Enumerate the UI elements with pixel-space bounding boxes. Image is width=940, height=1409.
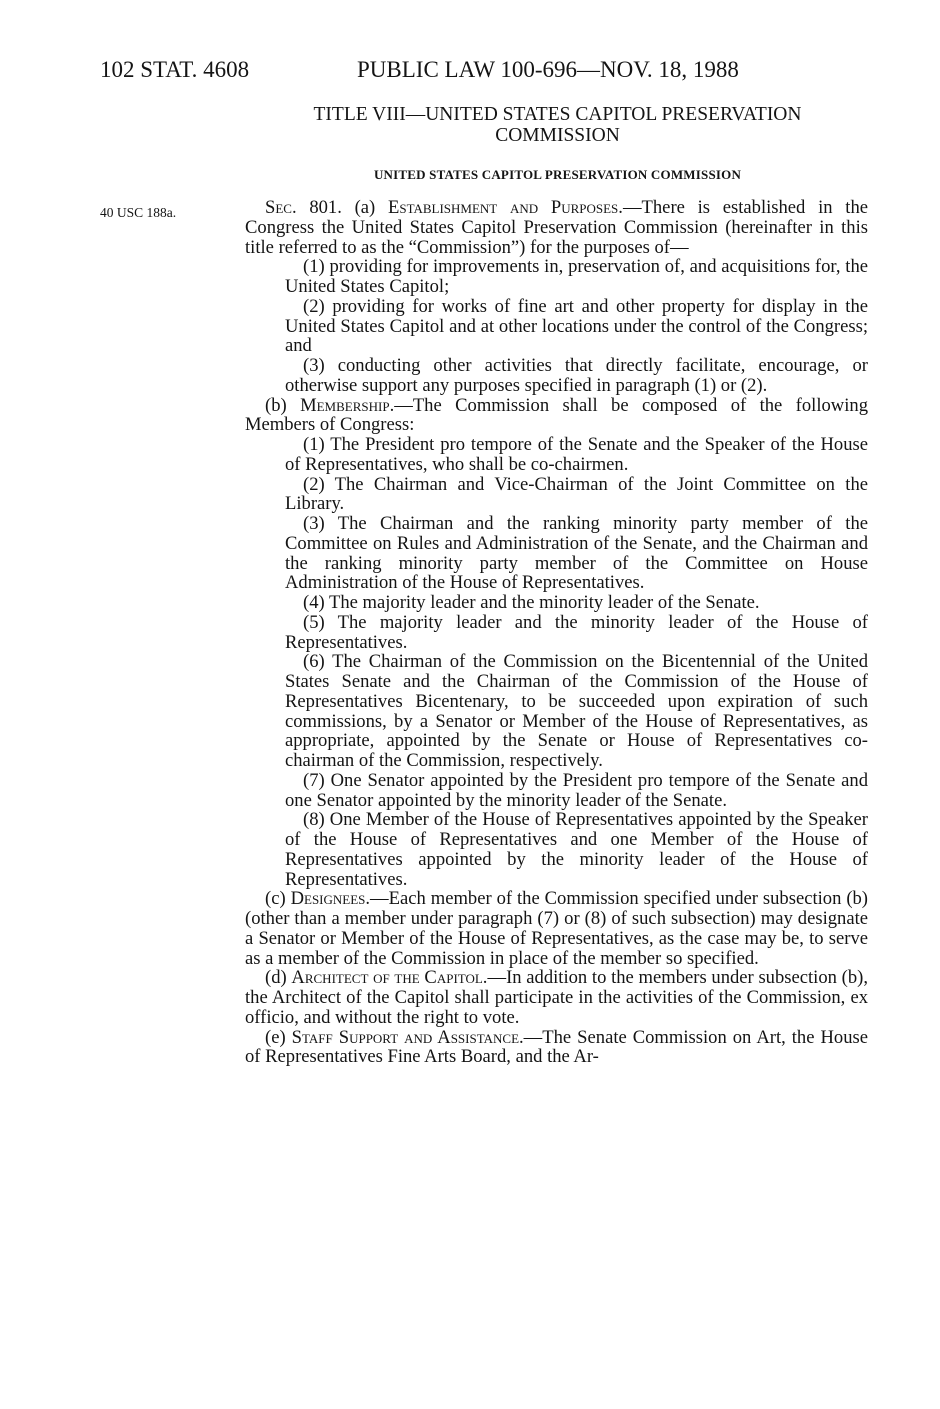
subsection-d-label: (d): [265, 967, 287, 989]
paragraph-a-1: (1) providing for improvements in, preservation of, and acquisitions for, the United States Capitol;: [285, 256, 868, 297]
subsection-c-text: —Each member of the Commission specified under subsection (b) (other than a member under paragraph (7) or (8) of such subsection) may designate a Senator or Member of the House of Representatives, as the case may be, to serve as a member of the Commission in place of the member so specified.: [245, 888, 868, 969]
paragraph-a-2: (2) providing for works of fine art and other property for display in the United States Capitol and at other locations under the control of the Congress; and: [285, 295, 868, 357]
page-stat-citation: 102 STAT. 4608: [100, 57, 250, 82]
subsection-b-heading: Membership.: [300, 394, 395, 416]
section-subheading: UNITED STATES CAPITOL PRESERVATION COMMISSION: [373, 167, 742, 182]
subsection-a-heading: Establishment and Purposes.: [387, 197, 623, 218]
subsection-b-label: (b): [265, 394, 287, 416]
paragraph-b-5: (5) The majority leader and the minority leader of the House of Representatives.: [285, 611, 868, 653]
paragraph-b-7: (7) One Senator appointed by the President pro tempore of the Senate and one Senator appointed by the minority leader of the Senate.: [285, 769, 868, 811]
document-body: [245, 198, 868, 1067]
paragraph-b-4: (4) The majority leader and the minority leader of the Senate.: [303, 592, 760, 613]
subsection-b-text: —The Commission shall be composed of the following Members of Congress:: [245, 394, 868, 436]
title-line-1: TITLE VIII—UNITED STATES CAPITOL PRESERVATION: [313, 104, 802, 125]
subsection-c: [245, 889, 868, 968]
subsection-c-heading: Designees.: [290, 888, 371, 910]
section-number: Sec. 801.: [265, 197, 342, 218]
subsection-d-heading: Architect of the Capitol.: [291, 967, 488, 989]
subsection-e-label: (e): [265, 1026, 286, 1048]
subsection-c-label: (c): [265, 888, 286, 910]
subsection-a: [245, 198, 868, 257]
subsection-e: [245, 1028, 868, 1068]
page-law-header: PUBLIC LAW 100-696—NOV. 18, 1988: [357, 57, 739, 82]
subsection-d: [245, 968, 868, 1027]
margin-note: 40 USC 188a.: [100, 205, 177, 220]
subsection-d-text: —In addition to the members under subsection (b), the Architect of the Capitol shall participate in the activities of the Commission, ex officio, and without the right to vote.: [245, 967, 868, 1028]
title-heading: [245, 104, 870, 146]
subsection-e-heading: Staff Support and Assistance.: [291, 1026, 524, 1048]
subsection-e-text: —The Senate Commission on Art, the House of Representatives Fine Arts Board, and the Ar-: [245, 1026, 868, 1068]
paragraph-a-3: (3) conducting other activities that directly facilitate, encourage, or otherwise support any purposes specified in paragraph (1) or (2).: [285, 355, 868, 396]
paragraph-b-6: (6) The Chairman of the Commission on the Bicentennial of the United States Senate and the Chairman of the Commission of the House of Representatives Bicentenary, to be succeeded upon expiration of such commissions, by a Senator or Member of the House of Representatives, as appropriate, appointed by the Senate or House of Representatives co-chairman of the Commission, respectively.: [285, 651, 868, 771]
paragraph-b-2: (2) The Chairman and Vice-Chairman of the Joint Committee on the Library.: [285, 473, 868, 515]
paragraph-b-8: (8) One Member of the House of Representatives appointed by the Speaker of the House of Representatives and one Member of the House of Representatives appointed by the minority leader of the House of Representatives.: [285, 809, 868, 890]
paragraph-b-3: (3) The Chairman and the ranking minority party member of the Committee on Rules and Administration of the Senate, and the Chairman and the ranking minority party member of the Committee on House Administration of the House of Representatives.: [285, 513, 868, 594]
title-line-2: COMMISSION: [495, 125, 620, 146]
subsection-a-label: (a): [354, 197, 376, 218]
subsection-a-text: —There is established in the Congress the United States Capitol Preservation Commission (hereinafter in this title referred to as the “Commission”) for the purposes of—: [245, 197, 868, 258]
paragraph-b-1: (1) The President pro tempore of the Senate and the Speaker of the House of Representatives, who shall be co-chairmen.: [285, 434, 868, 475]
subsection-b: [245, 396, 868, 436]
